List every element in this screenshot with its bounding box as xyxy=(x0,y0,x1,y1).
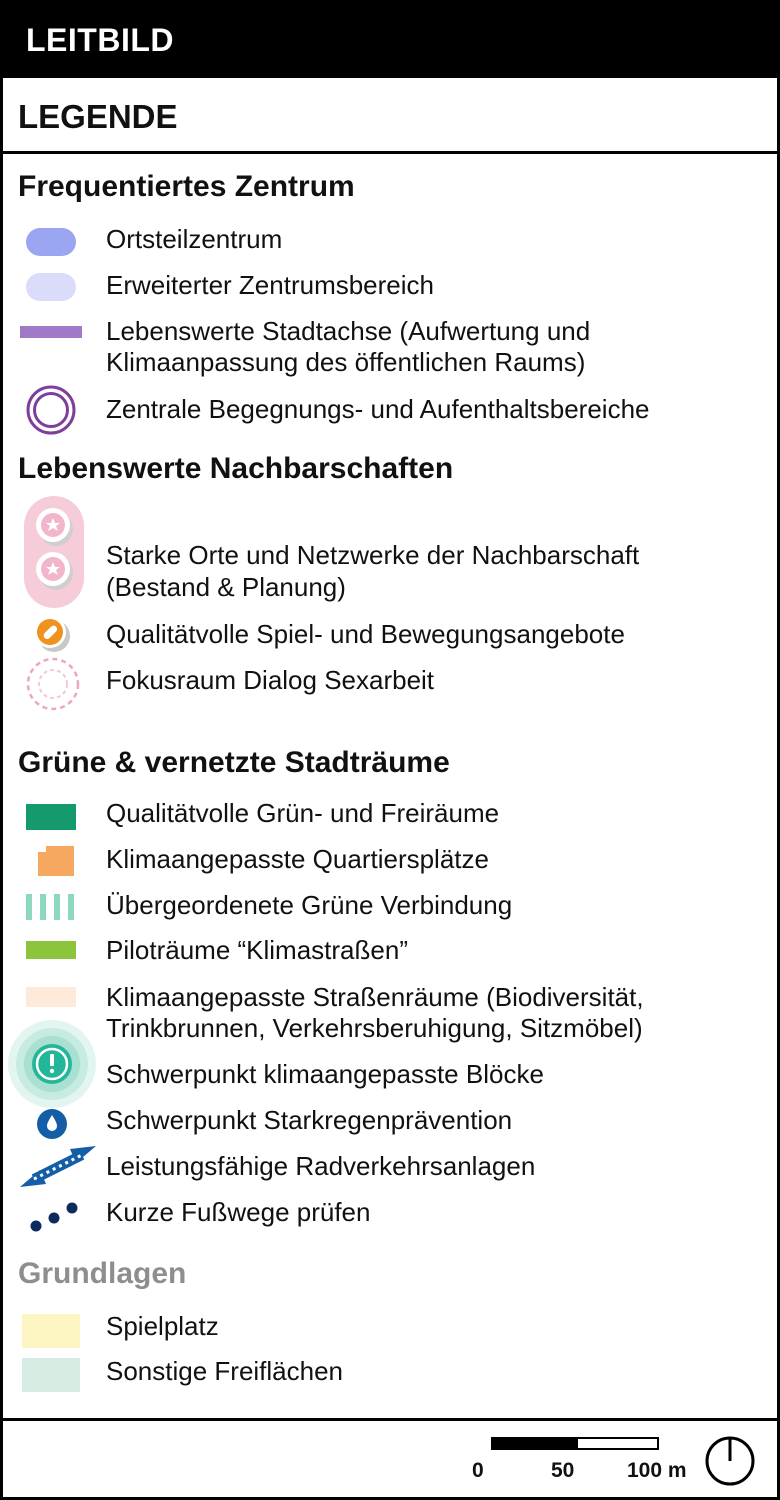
legend-label-stadtachse-2: Klimaanpassung des öffentlichen Raums) xyxy=(106,347,586,377)
legend-title: LEGENDE xyxy=(18,98,178,135)
legend-label-gruene-verbindung: Übergeordenete Grüne Verbindung xyxy=(106,890,513,920)
purple-double-circle-icon xyxy=(25,384,77,436)
north-arrow-icon xyxy=(704,1435,756,1487)
dashed-pink-circle-icon xyxy=(26,656,82,712)
scale-label-zero: 0 xyxy=(472,1459,484,1482)
scale-label-end: 100 m xyxy=(627,1459,687,1482)
legend-label-pilotraeume: Piloträume “Klimastraßen” xyxy=(106,935,408,965)
header-bar xyxy=(0,0,780,78)
legend-label-strassenraeume-1: Klimaangepasste Straßenräume (Biodiversität, xyxy=(106,982,644,1012)
legend-label-starke-orte-1: Starke Orte und Netzwerke der Nachbarschaft xyxy=(106,540,640,570)
legend-label-strassenraeume-2: Trinkbrunnen, Verkehrsberuhigung, Sitzmöbel) xyxy=(106,1013,643,1043)
legend-label-gruenraeume: Qualitätvolle Grün- und Freiräume xyxy=(106,798,500,828)
legend-label-klimablocke: Schwerpunkt klimaangepasste Blöcke xyxy=(106,1059,544,1089)
water-drop-icon xyxy=(36,1106,68,1140)
striped-green-icon xyxy=(22,892,80,922)
green-rect-icon xyxy=(24,802,78,832)
lime-rect-icon xyxy=(24,938,78,962)
scale-label-mid: 50 xyxy=(551,1459,575,1482)
legend-label-erweiterter-zentrumsbereich: Erweiterter Zentrumsbereich xyxy=(106,270,434,300)
yellow-rect-icon xyxy=(20,1312,82,1350)
legend-label-spielplatz: Spielplatz xyxy=(106,1311,219,1341)
legend-label-fokusraum: Fokusraum Dialog Sexarbeit xyxy=(106,665,435,695)
legend-label-stadtachse-1: Lebenswerte Stadtachse (Aufwertung und xyxy=(106,316,591,346)
legend-label-begegnungsbereiche: Zentrale Begegnungs- und Aufenthaltsbereiche xyxy=(106,394,650,424)
blue-pill-icon xyxy=(24,226,78,258)
pale-green-rect-icon xyxy=(20,1356,82,1394)
legend-header xyxy=(0,78,780,154)
scale-bar xyxy=(490,1435,662,1453)
legend-label-fusswege: Kurze Fußwege prüfen xyxy=(106,1197,371,1227)
orange-square-icon xyxy=(36,842,78,878)
bike-arrow-icon xyxy=(16,1142,100,1192)
section-title-nachbarschaften: Lebenswerte Nachbarschaften xyxy=(18,452,454,485)
section-title-grundlagen: Grundlagen xyxy=(18,1257,187,1290)
footer-scale-area xyxy=(0,1418,780,1500)
page-title: LEITBILD xyxy=(26,22,174,58)
legend-label-starkregen: Schwerpunkt Starkregenprävention xyxy=(106,1105,513,1135)
section-title-zentrum: Frequentiertes Zentrum xyxy=(18,170,355,203)
peach-rect-icon xyxy=(24,984,78,1010)
legend-label-freiflaechen: Sonstige Freiflächen xyxy=(106,1356,344,1386)
section-title-gruen: Grüne & vernetzte Stadträume xyxy=(18,746,450,779)
footpath-dots-icon xyxy=(26,1196,86,1236)
legend-label-ortsteilzentrum: Ortsteilzentrum xyxy=(106,224,283,254)
exclamation-circle-icon xyxy=(6,1018,98,1110)
legend-label-quartiersplaetze: Klimaangepasste Quartiersplätze xyxy=(106,844,489,874)
orange-play-icon xyxy=(32,614,76,658)
legend-label-spiel-bewegung: Qualitätvolle Spiel- und Bewegungsangebote xyxy=(106,619,625,649)
light-blue-pill-icon xyxy=(24,271,78,303)
legend-label-radverkehr: Leistungsfähige Radverkehrsanlagen xyxy=(106,1151,536,1181)
pink-star-network-icon xyxy=(22,494,86,610)
legend-label-starke-orte-2: (Bestand & Planung) xyxy=(106,572,346,602)
purple-line-icon xyxy=(18,324,84,340)
